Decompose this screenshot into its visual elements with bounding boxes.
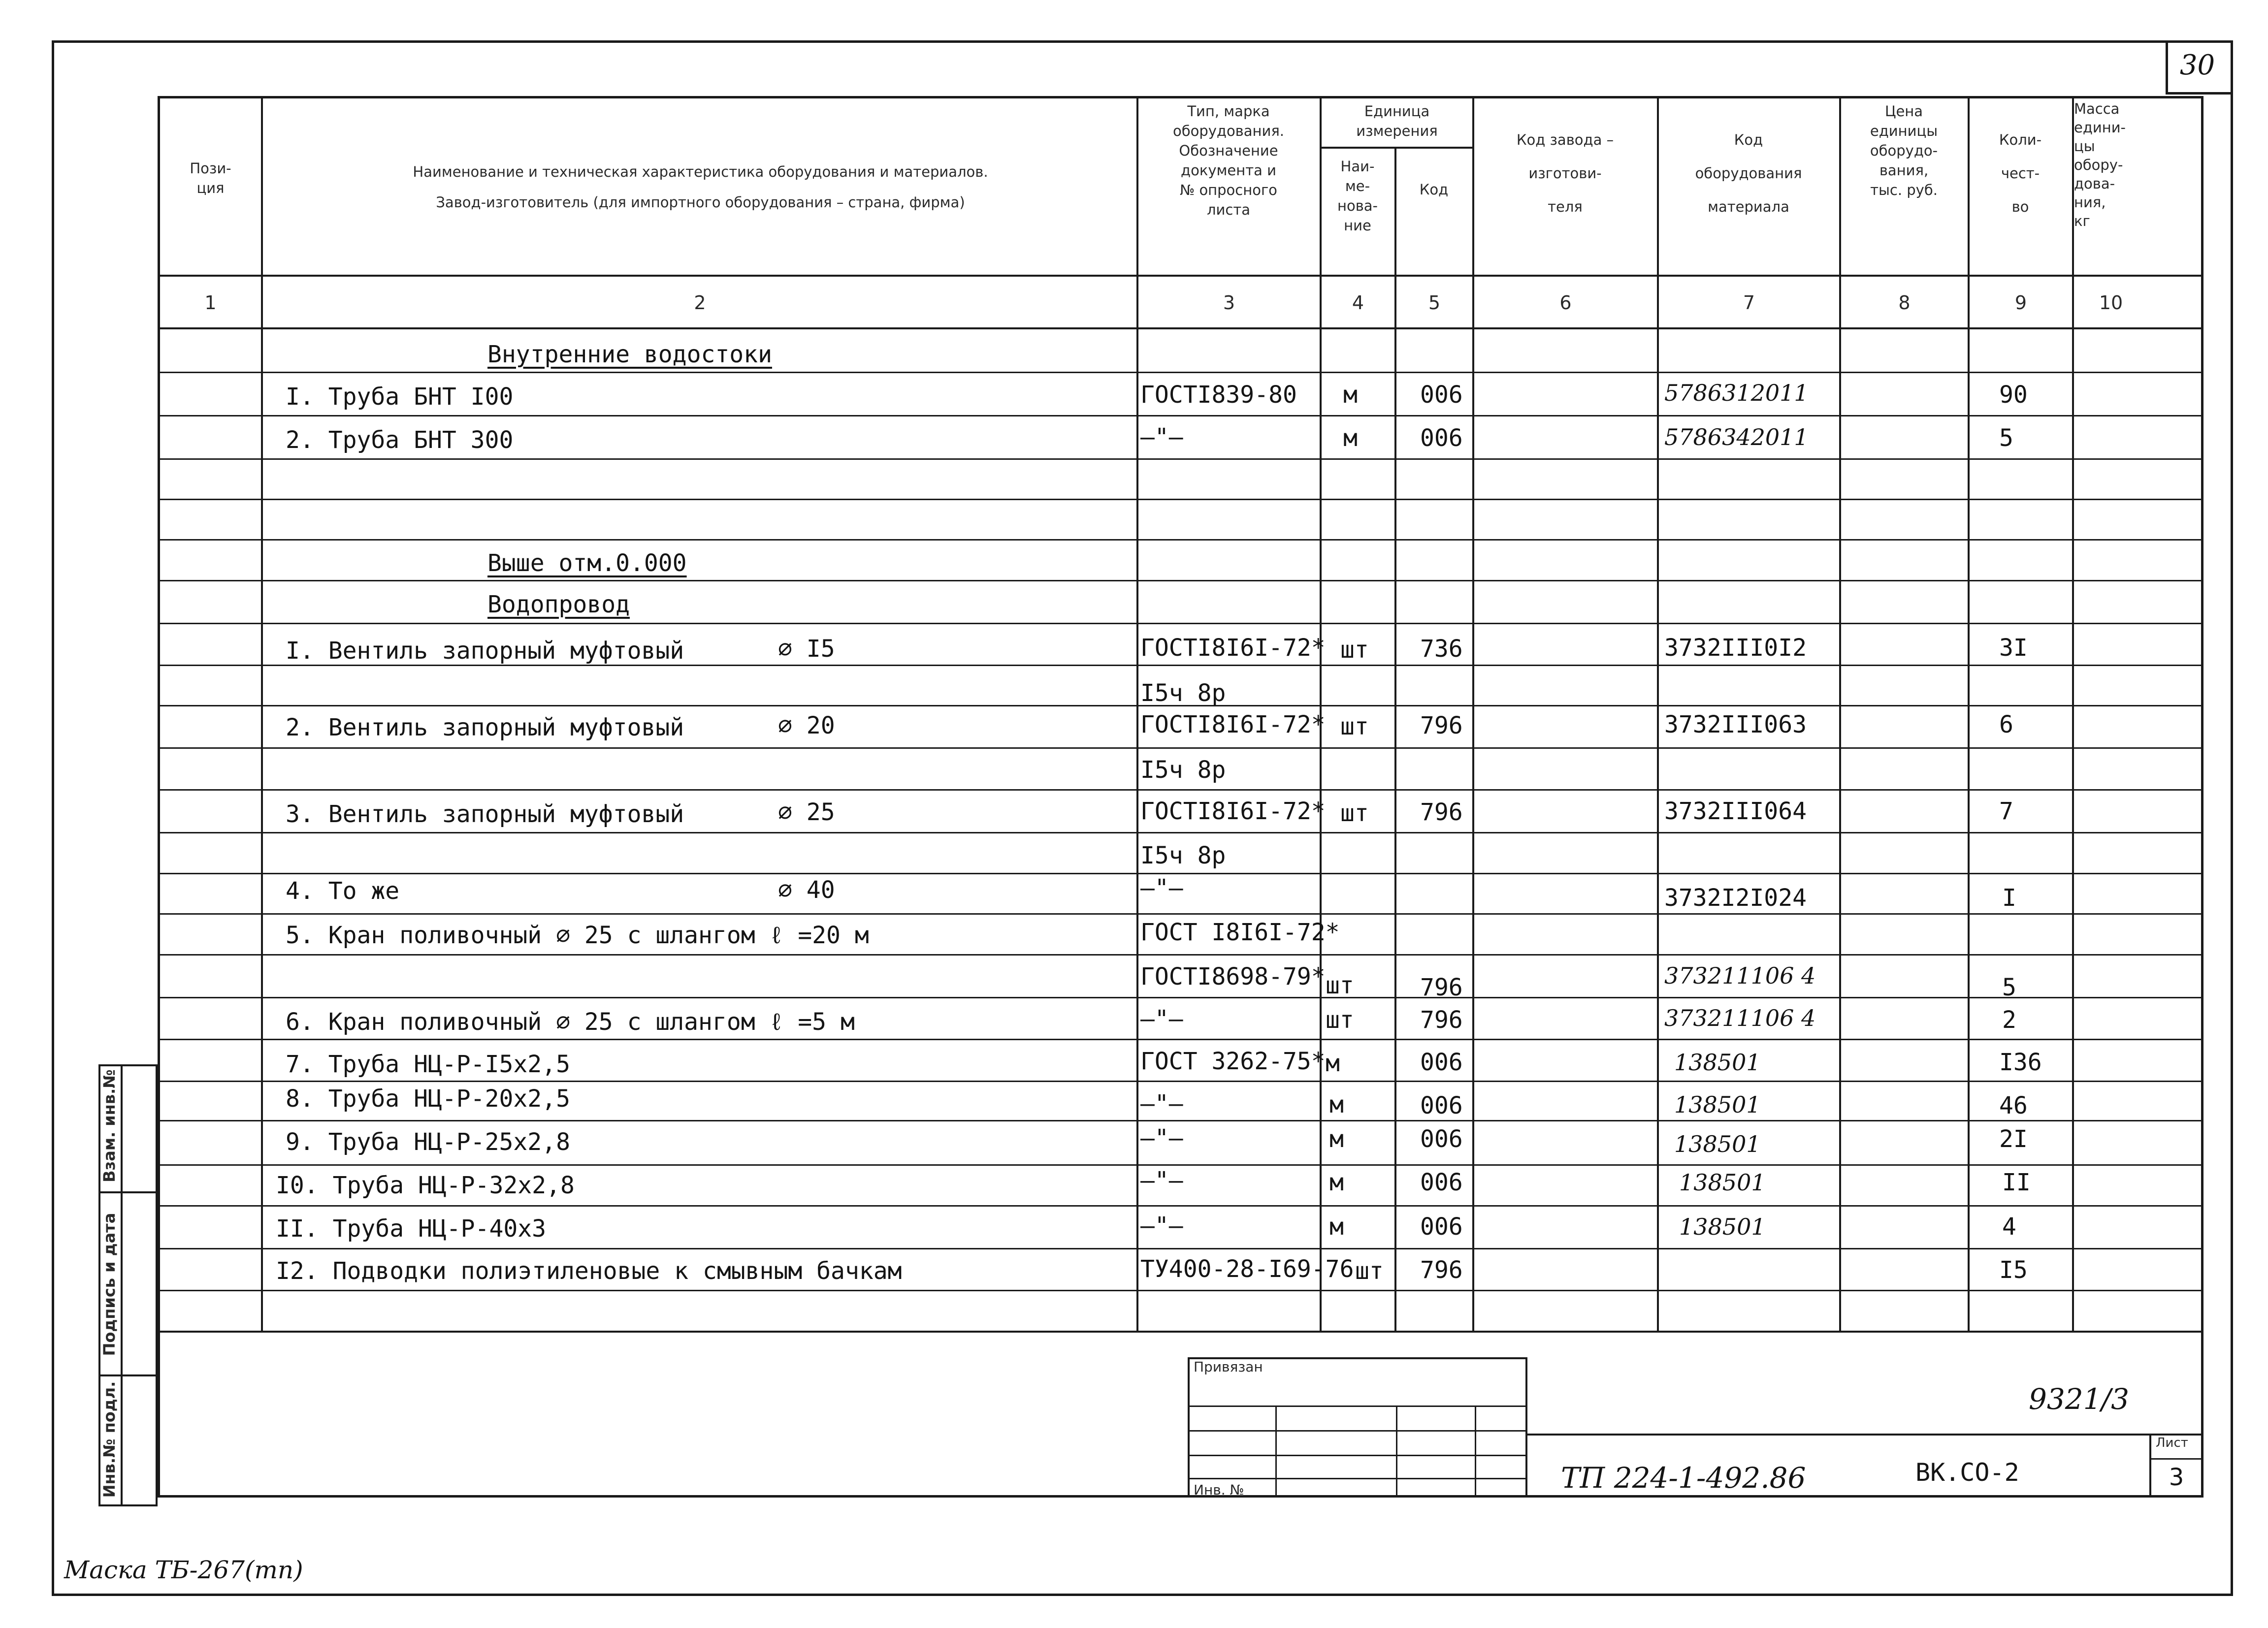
- item-material-code: 5786312011: [1664, 380, 1809, 406]
- row-line: [158, 954, 2203, 956]
- row-line: [158, 1290, 2203, 1291]
- row-line: [158, 789, 2203, 791]
- item-unit: шт: [1326, 972, 1354, 999]
- privyazan-line: [1275, 1405, 1277, 1498]
- privyazan-line: [1188, 1478, 1527, 1479]
- item-code: 796: [1420, 1006, 1463, 1034]
- privyazan-line: [1188, 1455, 1527, 1456]
- header-col9: Коли- чест- во: [1999, 131, 2042, 215]
- item-name: 3. Вентиль запорный муфтовый: [286, 800, 684, 828]
- item-code: 736: [1420, 635, 1463, 663]
- item-qty: 5: [2002, 974, 2016, 1001]
- item-qty: 6: [1999, 711, 2013, 738]
- item-unit: шт: [1340, 713, 1369, 740]
- mask-label: Маска ТБ-267(тп): [64, 1556, 303, 1584]
- item-material-code: 138501: [1679, 1213, 1766, 1240]
- item-doc: ГОСТI8I6I-72*: [1140, 711, 1326, 738]
- side-stamp-vzam: Взам. инв.№: [100, 1069, 119, 1182]
- col-line-7: [1839, 96, 1841, 1332]
- page-number: 30: [2179, 49, 2215, 81]
- row-line: [158, 1120, 2203, 1121]
- privyazan-line: [1525, 1357, 1527, 1498]
- numbers-bottom-line: [158, 327, 2203, 329]
- item-unit: м: [1343, 424, 1358, 452]
- row-line: [158, 458, 2203, 460]
- item-doc: –"–: [1140, 1167, 1183, 1194]
- header-col1: Пози- ция: [190, 160, 231, 196]
- col-line-6: [1657, 96, 1659, 1332]
- item-unit: шт: [1340, 636, 1369, 664]
- row-line: [158, 623, 2203, 624]
- item-unit: шт: [1355, 1257, 1384, 1285]
- header-col8: Цена единицы оборудо- вания, тыс. руб.: [1870, 103, 1938, 198]
- doc-code: ВК.СО-2: [1915, 1458, 2019, 1487]
- document-number: 9321/3: [2029, 1382, 2130, 1416]
- item-name: 9. Труба НЦ-Р-25х2,8: [286, 1128, 570, 1156]
- item-doc: I5ч 8р: [1140, 842, 1226, 869]
- section-title: Выше отм.0.000: [487, 549, 687, 577]
- item-name: I2. Подводки полиэтиленовые к смывным бачкам: [276, 1257, 902, 1285]
- item-material-code: 138501: [1674, 1091, 1761, 1118]
- item-material-code: 5786342011: [1664, 424, 1809, 450]
- inv-no-label: Инв. №: [1194, 1482, 1244, 1498]
- item-code: 006: [1420, 1169, 1463, 1196]
- item-material-code: 3732I2I024: [1664, 884, 1807, 912]
- section-title: Внутренние водостоки: [487, 341, 772, 368]
- col-line-8: [1968, 96, 1970, 1332]
- item-diameter: ∅ 40: [778, 876, 835, 904]
- item-qty: 90: [1999, 381, 2028, 409]
- colnum-9: 9: [2014, 292, 2027, 314]
- item-qty: 5: [1999, 424, 2013, 452]
- privyazan-line: [1475, 1405, 1476, 1498]
- item-material-code: 138501: [1679, 1169, 1766, 1196]
- sheet-label: Лист: [2156, 1436, 2188, 1450]
- item-code: 006: [1420, 381, 1463, 409]
- sheet-value: 3: [2169, 1464, 2184, 1491]
- col-line-2: [1136, 96, 1138, 1332]
- item-doc: –"–: [1140, 1124, 1183, 1152]
- item-name: 2. Вентиль запорный муфтовый: [286, 714, 684, 741]
- item-qty: II: [2002, 1169, 2031, 1196]
- item-code: 006: [1420, 1125, 1463, 1153]
- colnum-1: 1: [204, 292, 217, 314]
- row-line: [158, 415, 2203, 416]
- row-line: [158, 832, 2203, 833]
- colnum-5: 5: [1428, 292, 1441, 314]
- item-material-code: 3732III0I2: [1664, 634, 1807, 662]
- title-block-line: [1525, 1434, 2203, 1436]
- item-diameter: ∅ I5: [778, 635, 835, 663]
- privyazan-line: [1396, 1405, 1397, 1498]
- item-unit: м: [1329, 1091, 1344, 1118]
- colnum-7: 7: [1743, 292, 1755, 314]
- item-code: 796: [1420, 974, 1463, 1001]
- item-name: 7. Труба НЦ-Р-I5х2,5: [286, 1051, 570, 1078]
- item-material-code: 3732III064: [1664, 798, 1807, 825]
- item-code: 796: [1420, 798, 1463, 826]
- col-line-4: [1394, 148, 1396, 1332]
- row-line: [158, 1039, 2203, 1040]
- item-code: 006: [1420, 1092, 1463, 1119]
- colnum-3: 3: [1223, 292, 1235, 314]
- item-doc: I5ч 8р: [1140, 756, 1226, 784]
- side-stamp-sign-date: Подпись и дата: [100, 1213, 119, 1356]
- item-diameter: ∅ 20: [778, 712, 835, 739]
- item-unit: м: [1326, 1050, 1340, 1077]
- table-body-bottom: [158, 1331, 2203, 1333]
- item-name: 6. Кран поливочный ∅ 25 с шлангом ℓ =5 м: [286, 1008, 855, 1036]
- item-material-code: 3732III063: [1664, 711, 1807, 738]
- row-line: [158, 372, 2203, 373]
- item-material-code: 373211106 4: [1664, 1005, 1816, 1031]
- colnum-4: 4: [1352, 292, 1364, 314]
- section-title: Водопровод: [487, 591, 630, 618]
- item-qty: I36: [1999, 1049, 2042, 1076]
- project-code: ТП 224-1-492.86: [1561, 1461, 1806, 1495]
- item-name: 2. Труба БНТ 300: [286, 426, 514, 454]
- header-col5: Код: [1419, 181, 1449, 198]
- item-name: 8. Труба НЦ-Р-20х2,5: [286, 1085, 570, 1113]
- side-stamp-divider: [121, 1064, 123, 1506]
- item-name: I. Вентиль запорный муфтовый: [286, 637, 684, 665]
- header-col4: Наи- ме- нова- ние: [1337, 158, 1378, 234]
- item-code: 796: [1420, 712, 1463, 739]
- item-unit: м: [1329, 1125, 1344, 1153]
- item-name: I0. Труба НЦ-Р-32х2,8: [276, 1172, 575, 1199]
- col-line-9: [2072, 96, 2074, 1332]
- item-name: 5. Кран поливочный ∅ 25 с шлангом ℓ =20 м: [286, 922, 869, 949]
- header-col6: Код завода – изготови- теля: [1516, 131, 1614, 215]
- row-line: [158, 1248, 2203, 1249]
- header-bottom-line: [158, 275, 2203, 277]
- item-unit: м: [1329, 1213, 1344, 1241]
- item-unit: м: [1329, 1169, 1344, 1196]
- item-code: 006: [1420, 424, 1463, 452]
- item-name: I. Труба БНТ I00: [286, 383, 514, 411]
- item-doc: –"–: [1140, 1005, 1183, 1033]
- title-block-line: [2149, 1458, 2203, 1460]
- col-line-1: [261, 96, 263, 1332]
- item-qty: 2I: [1999, 1125, 2028, 1153]
- privyazan-label: Привязан: [1194, 1359, 1263, 1375]
- item-material-code: 138501: [1674, 1131, 1761, 1157]
- colnum-10: 10: [2099, 292, 2123, 314]
- row-line: [158, 997, 2203, 998]
- row-line: [158, 913, 2203, 915]
- item-doc: –"–: [1140, 423, 1183, 451]
- item-material-code: 138501: [1674, 1049, 1761, 1076]
- item-doc: ТУ400-28-I69-76: [1140, 1255, 1354, 1283]
- item-doc: –"–: [1140, 874, 1183, 902]
- privyazan-line: [1188, 1405, 1527, 1407]
- side-stamp-inv-podl: Инв.№ подл.: [100, 1381, 119, 1498]
- row-line: [158, 747, 2203, 749]
- colnum-2: 2: [694, 292, 706, 314]
- item-qty: 7: [1999, 798, 2013, 825]
- row-line: [158, 1205, 2203, 1207]
- row-line: [158, 499, 2203, 500]
- item-doc: –"–: [1140, 1090, 1183, 1117]
- col-line-5: [1472, 96, 1474, 1332]
- item-qty: 4: [2002, 1213, 2016, 1241]
- item-doc: ГОСТ 3262-75*: [1140, 1048, 1326, 1075]
- item-name: 4. То же: [286, 877, 400, 905]
- privyazan-box: [1188, 1357, 1527, 1498]
- header-unit-group: Единица измерения: [1356, 103, 1438, 139]
- item-unit: шт: [1326, 1006, 1354, 1034]
- item-qty: I: [2002, 884, 2016, 912]
- item-diameter: ∅ 25: [778, 798, 835, 826]
- item-code: 796: [1420, 1256, 1463, 1284]
- item-unit: м: [1343, 381, 1358, 409]
- item-code: 006: [1420, 1049, 1463, 1076]
- row-line: [158, 580, 2203, 581]
- item-doc: ГОСТI839-80: [1140, 381, 1297, 409]
- item-qty: 46: [1999, 1092, 2028, 1119]
- item-doc: ГОСТ I8I6I-72*: [1140, 919, 1340, 946]
- item-doc: ГОСТI8698-79*: [1140, 963, 1326, 990]
- header-col10: Масса едини- цы обору- дова- ния, кг: [2074, 100, 2126, 229]
- colnum-8: 8: [1898, 292, 1911, 314]
- item-qty: I5: [1999, 1256, 2028, 1284]
- row-line: [158, 1081, 2203, 1082]
- item-material-code: 373211106 4: [1664, 962, 1816, 989]
- header-col7: Код оборудования материала: [1695, 131, 1802, 215]
- item-qty: 3I: [1999, 634, 2028, 662]
- item-doc: I5ч 8р: [1140, 679, 1226, 707]
- privyazan-line: [1188, 1430, 1527, 1432]
- item-unit: шт: [1340, 799, 1369, 827]
- unit-group-line: [1320, 147, 1474, 149]
- item-doc: –"–: [1140, 1212, 1183, 1240]
- colnum-6: 6: [1559, 292, 1572, 314]
- header-col3: Тип, марка оборудования. Обозначение документа и № опросного листа: [1172, 103, 1285, 218]
- row-line: [158, 539, 2203, 541]
- item-code: 006: [1420, 1213, 1463, 1241]
- item-doc: ГОСТI8I6I-72*: [1140, 798, 1326, 825]
- item-doc: ГОСТI8I6I-72*: [1140, 634, 1326, 662]
- header-col2: Наименование и техническая характеристика оборудования и материалов. Завод-изготовитель (для импортного оборудования – страна, фирма): [413, 163, 988, 211]
- item-qty: 2: [2002, 1006, 2016, 1034]
- item-name: II. Труба НЦ-Р-40х3: [276, 1215, 547, 1243]
